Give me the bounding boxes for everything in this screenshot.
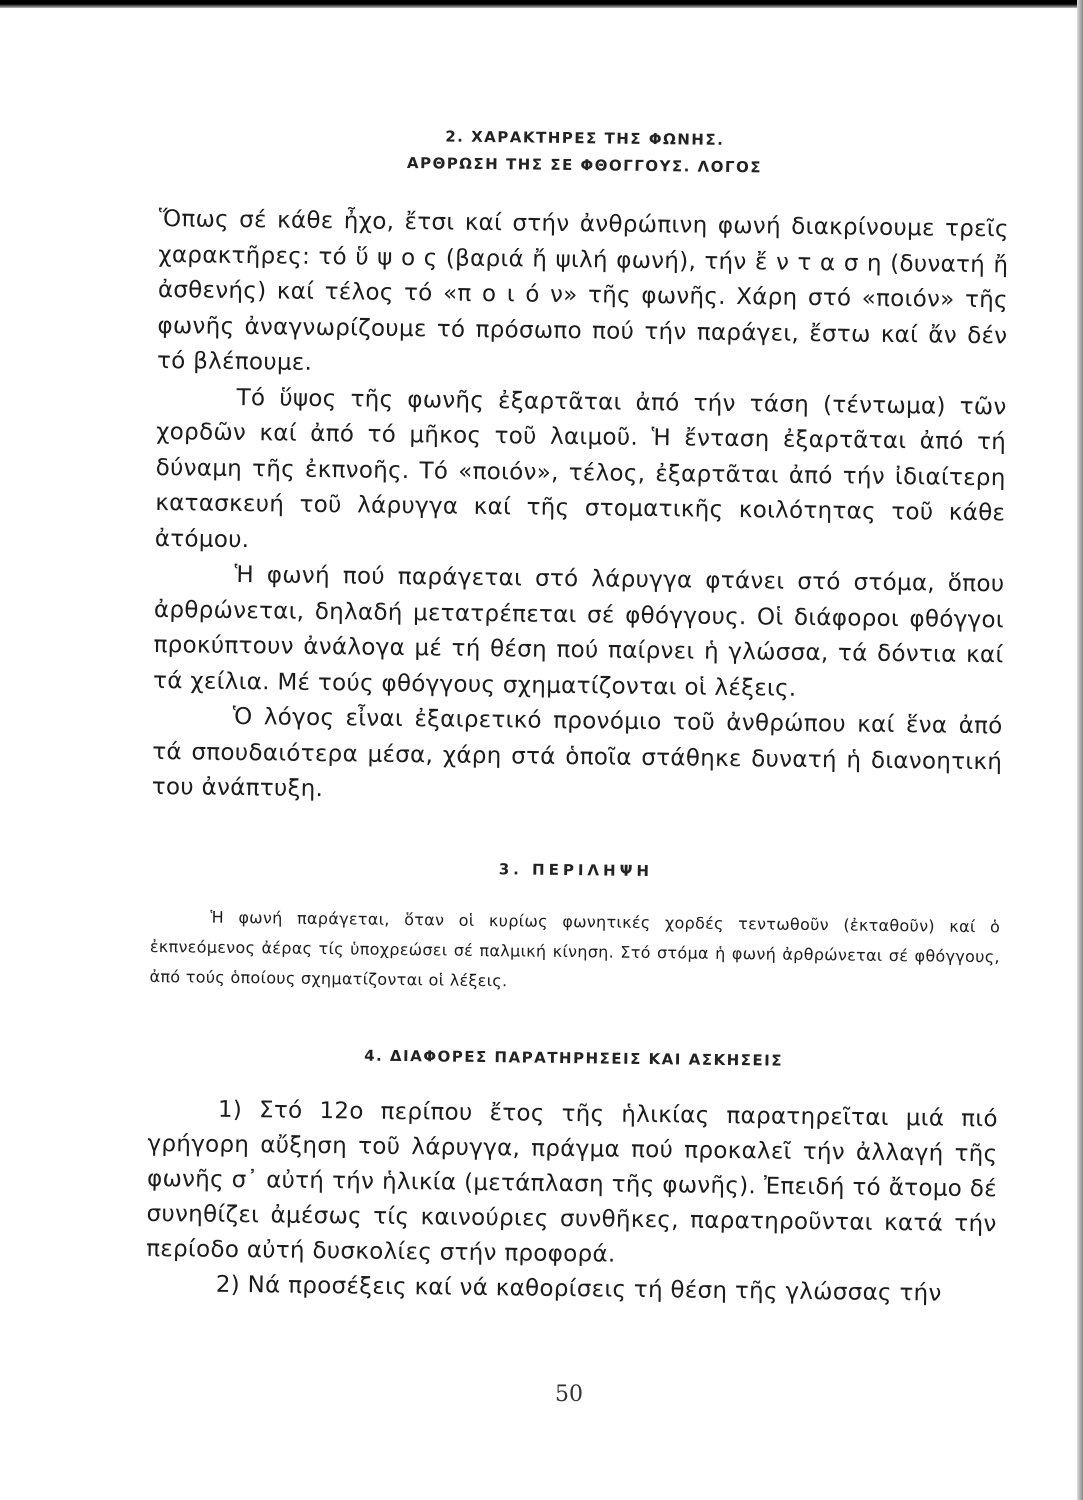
body-paragraph-1: Ὅπως σέ κάθε ἦχο, ἔτσι καί στήν ἀνθρώπινη φωνή διακρίνουμε τρεῖς χαρακτῆρες: τό ὕ ψ ο ς (βαριά ἤ ψιλή φωνή), τήν ἔ ν τ α σ η (δυνατή ἤ ἀσθενής) καί τέλος τό «π ο ι ό ν» τῆς φωνῆς. Χάρη στό «ποιόν» τῆς φωνῆς ἀναγνωρίζουμε τό πρόσωπο πού τήν παράγει, ἔστω καί ἄν δέν τό βλέπουμε. <box>156 205 1009 376</box>
body-paragraph-4: Ὁ λόγος εἶναι ἐξαιρετικό προνόμιο τοῦ ἀνθρώπου καί ἕνα ἀπό τά σπουδαιότερα μέσα, χάρη στά ὁποῖα στάθηκε δυνατή ἡ διανοητική του ἀνάπτυξη. <box>151 703 1003 803</box>
section-heading-line-1: 2. ΧΑΡΑΚΤΗΡΕΣ ΤΗΣ ΦΩΝΗΣ. <box>445 127 725 149</box>
scan-edge-top <box>0 0 1083 8</box>
body-paragraph-2: Τό ὕψος τῆς φωνῆς ἐξαρτᾶται ἀπό τήν τάση (τέντωμα) τῶν χορδῶν καί ἀπό τό μῆκος τοῦ λαιμοῦ. Ἡ ἔνταση ἐξαρτᾶται ἀπό τή δύναμη τῆς ἐκπνοῆς. Τό «ποιόν», τέλος, ἐξαρτᾶται ἀπό τήν ἰδιαίτερη κατασκευή τοῦ λάρυγγα καί τῆς στοματικῆς κοιλότητας τοῦ κάθε ἀτόμου. <box>154 384 1007 553</box>
scan-edge-right <box>1077 0 1083 1500</box>
body-text <box>152 202 1009 816</box>
exercise-item-2: 2) Νά προσέξεις καί νά καθορίσεις τή θέση τῆς γλώσσας τήν <box>215 1271 942 1307</box>
section-heading-line-2: ΑΡΘΡΩΣΗ ΤΗΣ ΣΕ ΦΘΟΓΓΟΥΣ. ΛΟΓΟΣ <box>406 154 763 177</box>
section-heading <box>159 120 1010 184</box>
exercises-title: 4. ΔΙΑΦΟΡΕΣ ΠΑΡΑΤΗΡΗΣΕΙΣ ΚΑΙ ΑΣΚΗΣΕΙΣ <box>364 1046 784 1070</box>
page-number: 50 <box>555 1382 583 1407</box>
exercise-item-1: 1) Στό 12ο περίπου ἔτος τῆς ἡλικίας παρατηρεῖται μιά πιό γρήγορη αὔξηση τοῦ λάρυγγα, πράγμα πού προκαλεῖ τήν ἀλλαγή τῆς φωνῆς σ᾽ αὐτή τήν ἡλικία (μετάπλαση τῆς φωνῆς). Ἐπειδή τό ἄτομο δέ συνηθίζει ἀμέσως τίς καινούριες συνθῆκες, παρατηροῦνται κατά τήν περίοδο αὐτή δυσκολίες στήν προφορά. <box>146 1096 999 1268</box>
exercises-text <box>146 1091 999 1311</box>
body-paragraph-3: Ἡ φωνή πού παράγεται στό λάρυγγα φτάνει στό στόμα, ὅπου ἀρθρώνεται, δηλαδή μετατρέπεται σέ φθόγγους. Οἱ διάφοροι φθόγγοι προκύπτουν ἀνάλογα μέ τή θέση πού παίρνει ἡ γλώσσα, τά δόντια καί τά χείλια. Μέ τούς φθόγγους σχηματίζονται οἱ λέξεις. <box>152 561 1005 702</box>
summary-text: Ἡ φωνή παράγεται, ὅταν οἱ κυρίως φωνητικές χορδές τεντωθοῦν (ἐκταθοῦν) καί ὁ ἐκπνεόμενος ἀέρας τίς ὑποχρεώσει σέ παλμική κίνηση. Στό στόμα ἡ φωνή ἀρθρώνεται σέ φθόγγους, ἀπό τούς ὁποίους σχηματίζονται οἱ λέξεις. <box>149 907 1001 990</box>
summary-title: 3. ΠΕΡΙΛΗΨΗ <box>498 859 654 880</box>
document-page <box>146 120 1010 1312</box>
